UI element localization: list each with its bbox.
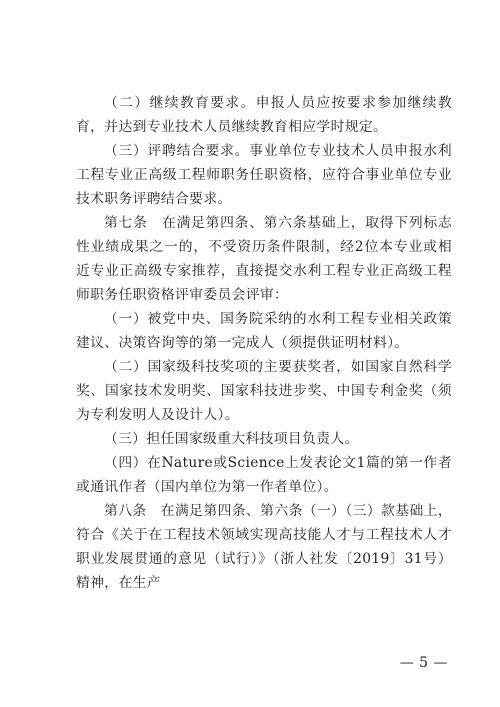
body-text xyxy=(76,91,452,595)
paragraph-appointment-requirement: （三）评聘结合要求。事业单位专业技术人员申报水利工程专业正高级工程师职务任职资格，应符合事业单位专业技术职务评聘结合要求。 xyxy=(76,143,452,207)
paragraph-article-7-item-3: （三）担任国家级重大科技项目负责人。 xyxy=(104,431,359,447)
page-number: — 5 — xyxy=(399,655,448,671)
paragraph-article-7-item-4: （四）在Nature或Science上发表论文1篇的第一作者或通讯作者（国内单位为第一作者单位）。 xyxy=(76,455,452,495)
paragraph-continuing-education: （二）继续教育要求。申报人员应按要求参加继续教育，并达到专业技术人员继续教育相应学时规定。 xyxy=(76,95,452,135)
paragraph-article-7: 第七条 在满足第四条、第六条基础上，取得下列标志性业绩成果之一的，不受资历条件限制，经2位本专业或相近专业正高级专家推荐，直接提交水利工程专业正高级工程师职务任职资格评审委员会评审： xyxy=(76,215,452,303)
paragraph-article-7-item-2: （二）国家级科技奖项的主要获奖者，如国家自然科学奖、国家技术发明奖、国家科技进步奖、中国专利金奖（须为专利发明人及设计人）。 xyxy=(76,359,452,423)
paragraph-article-7-item-1: （一）被党中央、国务院采纳的水利工程专业相关政策建议、决策咨询等的第一完成人（须提供证明材料）。 xyxy=(76,311,452,351)
paragraph-article-8: 第八条 在满足第四条、第六条（一）（三）款基础上，符合《关于在工程技术领域实现高技能人才与工程技术人才职业发展贯通的意见（试行）》（浙人社发〔2019〕31号）精神，在生产 xyxy=(76,503,452,591)
